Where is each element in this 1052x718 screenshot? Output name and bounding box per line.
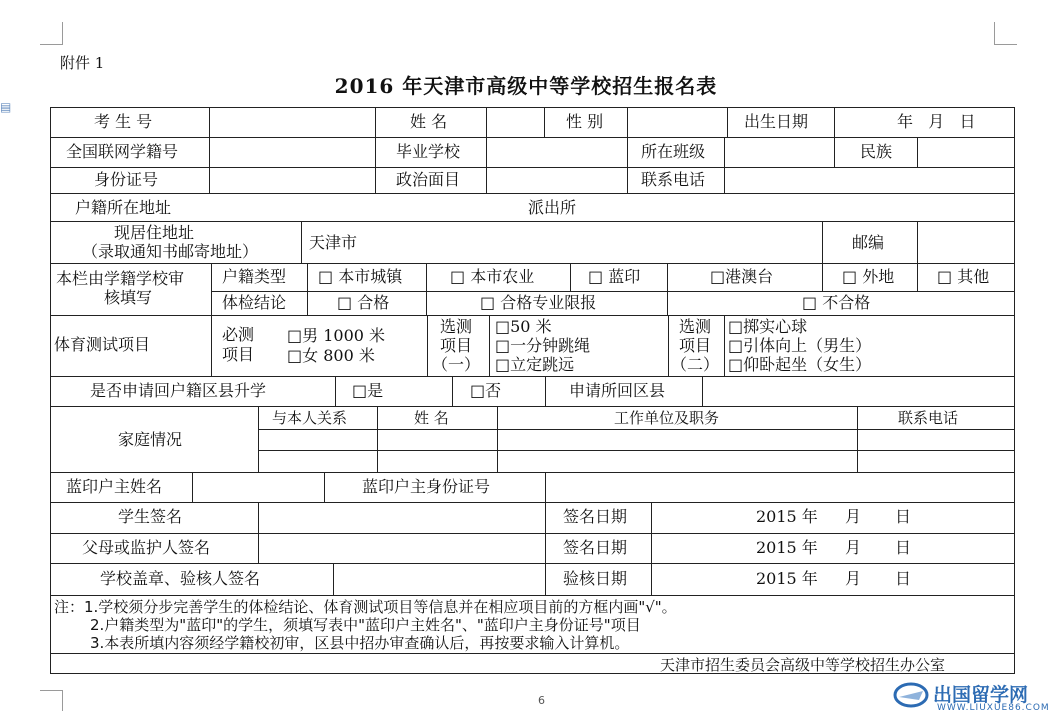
table-rule [834, 137, 835, 167]
table-rule [724, 315, 725, 376]
table-rule [375, 107, 376, 137]
hukou-blue-checkbox[interactable]: □ 蓝印 [588, 267, 641, 286]
family-relation-header: 与本人关系 [272, 409, 348, 427]
table-rule [627, 167, 628, 193]
table-rule [570, 263, 571, 291]
crop-mark-top-right [994, 22, 1017, 45]
table-rule [50, 563, 1015, 564]
birth-date-format: 年 月 日 [897, 112, 976, 131]
family-work-header: 工作单位及职务 [614, 409, 720, 427]
note-3: 3.本表所填内容须经学籍校初审，区县中招办审查确认后，再按要求输入计算机。 [90, 634, 630, 652]
check-date-label: 验核日期 [563, 569, 628, 588]
family-label: 家庭情况 [118, 430, 183, 449]
table-rule [486, 107, 487, 137]
table-rule [426, 291, 427, 315]
table-rule [702, 376, 703, 406]
family-phone-header: 联系电话 [898, 409, 959, 427]
table-rule [50, 533, 1015, 534]
table-rule [301, 221, 302, 263]
table-rule [324, 472, 325, 502]
page-number: 6 [538, 694, 545, 707]
health-fail-checkbox[interactable]: □ 不合格 [802, 293, 871, 312]
watermark-name: 出国留学网 [933, 684, 1029, 706]
family-name-header: 姓 名 [414, 409, 449, 427]
note-1: 注：1.学校须分步完善学生的体检结论、体育测试项目等信息并在相应项目前的方框内画"√"。 [54, 598, 677, 616]
table-rule [375, 167, 376, 193]
table-rule [50, 167, 1015, 168]
health-ok-checkbox[interactable]: □ 合格 [337, 293, 390, 312]
class-label: 所在班级 [641, 142, 706, 161]
table-rule [50, 221, 1015, 222]
student-sign-month: 月 [845, 507, 862, 526]
pe-optional1-label-line3: （一） [432, 355, 481, 374]
parent-sign-month: 月 [845, 538, 862, 557]
hukou-type-label: 户籍类型 [222, 267, 287, 286]
current-address-label: 现居住地址 [114, 223, 195, 242]
return-district-label: 申请所回区县 [569, 381, 666, 400]
hukou-rural-checkbox[interactable]: □ 本市农业 [450, 267, 535, 286]
table-rule [917, 137, 918, 167]
table-rule [258, 406, 259, 472]
police-station-label: 派出所 [528, 198, 577, 217]
check-month: 月 [845, 569, 862, 588]
table-rule [50, 137, 1015, 138]
table-rule [545, 472, 546, 502]
table-rule [917, 263, 918, 291]
parent-sign-year: 2015 年 [756, 538, 818, 557]
health-limited-checkbox[interactable]: □ 合格专业限报 [480, 293, 597, 312]
table-rule [427, 315, 428, 376]
table-rule [209, 137, 210, 167]
table-rule [545, 376, 546, 406]
table-rule [834, 107, 835, 137]
political-status-label: 政治面目 [396, 170, 461, 189]
table-rule [489, 315, 490, 376]
table-rule [209, 107, 210, 137]
table-rule [724, 167, 725, 193]
table-rule [50, 502, 1015, 503]
table-rule [50, 653, 1015, 654]
hukou-urban-checkbox[interactable]: □ 本市城镇 [318, 267, 403, 286]
parent-signature-label: 父母或监护人签名 [82, 538, 211, 557]
student-signature-label: 学生签名 [118, 507, 183, 526]
pe-female-800m-checkbox[interactable]: □女 800 米 [287, 346, 375, 365]
pe-optional1-label: 选测 [440, 317, 473, 336]
check-day: 日 [895, 569, 912, 588]
id-number-label: 身份证号 [94, 170, 159, 189]
table-rule [335, 376, 336, 406]
blue-owner-id-label: 蓝印户主身份证号 [362, 477, 491, 496]
table-rule [258, 502, 259, 563]
table-rule [667, 291, 668, 315]
table-rule [627, 107, 628, 137]
hukou-outside-checkbox[interactable]: □ 外地 [842, 267, 895, 286]
table-rule [727, 107, 728, 137]
pe-optional2-label-line2: 项目 [679, 336, 712, 355]
table-rule [50, 193, 1015, 194]
watermark-logo-icon [893, 680, 929, 710]
table-rule [209, 167, 210, 193]
pe-pull-up-checkbox[interactable]: □引体向上（男生） [728, 336, 872, 355]
exam-number-label: 考 生 号 [94, 112, 153, 131]
birth-date-label: 出生日期 [744, 112, 809, 131]
check-year: 2015 年 [756, 569, 818, 588]
table-rule [545, 502, 546, 595]
table-rule [724, 137, 725, 167]
pe-rope-skipping-checkbox[interactable]: □一分钟跳绳 [495, 336, 591, 355]
table-rule [544, 107, 545, 137]
pe-50m-checkbox[interactable]: □50 米 [495, 317, 552, 336]
table-rule [258, 429, 1015, 430]
blue-owner-name-label: 蓝印户主姓名 [66, 477, 163, 496]
pe-shot-put-checkbox[interactable]: □掷实心球 [728, 317, 808, 336]
table-rule [50, 406, 1015, 407]
contact-phone-label: 联系电话 [641, 170, 706, 189]
table-rule [651, 502, 652, 595]
table-rule [822, 221, 823, 263]
pe-test-label: 体育测试项目 [54, 335, 151, 354]
table-rule [258, 450, 1015, 451]
table-rule [452, 376, 453, 406]
table-rule [50, 315, 1015, 316]
table-rule [307, 263, 308, 315]
parent-sign-day: 日 [895, 538, 912, 557]
crop-mark-bottom-left [40, 690, 63, 711]
table-rule [211, 315, 212, 376]
health-check-label: 体检结论 [222, 293, 287, 312]
mailing-address-note: （录取通知书邮寄地址） [82, 242, 259, 261]
margin-anchor-icon: ▤ [0, 100, 12, 114]
crop-mark-top-left [40, 22, 63, 45]
table-rule [50, 263, 1015, 264]
hukou-address-label: 户籍所在地址 [75, 198, 172, 217]
table-rule [50, 376, 1015, 377]
school-fill-label: 本栏由学籍学校审 [56, 269, 185, 288]
return-question-label: 是否申请回户籍区县升学 [90, 381, 267, 400]
table-rule [667, 263, 668, 291]
city-value: 天津市 [309, 233, 358, 252]
table-rule [377, 406, 378, 472]
table-rule [627, 137, 628, 167]
parent-sign-date-label: 签名日期 [563, 538, 628, 557]
table-rule [822, 263, 823, 291]
watermark [893, 678, 1050, 714]
pe-male-1000m-checkbox[interactable]: □男 1000 米 [287, 326, 386, 345]
table-rule [211, 263, 212, 315]
gender-label: 性 别 [566, 112, 604, 131]
attachment-label: 附件 1 [60, 54, 105, 72]
pe-sit-up-checkbox[interactable]: □仰卧起坐（女生） [728, 355, 872, 374]
table-rule [50, 595, 1015, 596]
table-rule [857, 406, 858, 472]
hukou-hk-checkbox[interactable]: □港澳台 [710, 267, 774, 286]
note-2: 2.户籍类型为"蓝印"的学生，须填写表中"蓝印户主姓名"、"蓝印户主身份证号"项目 [90, 616, 641, 634]
return-no-checkbox[interactable]: □否 [470, 381, 502, 400]
graduate-school-label: 毕业学校 [396, 142, 461, 161]
pe-required-label: 必测 [222, 325, 255, 344]
pe-optional2-label: 选测 [679, 317, 712, 336]
table-rule [192, 472, 193, 502]
table-rule [917, 221, 918, 263]
table-rule [486, 167, 487, 193]
student-id-label: 全国联网学籍号 [66, 142, 179, 161]
pe-optional2-label-line3: （二） [671, 355, 720, 374]
table-rule [333, 563, 334, 595]
ethnic-label: 民族 [860, 142, 893, 161]
pe-required-label-line2: 项目 [222, 345, 255, 364]
return-yes-checkbox[interactable]: □是 [352, 381, 384, 400]
student-sign-year: 2015 年 [756, 507, 818, 526]
page-title: 2016 年天津市高级中等学校招生报名表 [334, 74, 718, 98]
table-rule [426, 263, 427, 291]
hukou-other-checkbox[interactable]: □ 其他 [937, 267, 990, 286]
table-rule [497, 406, 498, 472]
school-stamp-label: 学校盖章、验核人签名 [100, 569, 261, 588]
table-rule [50, 472, 1015, 473]
pe-long-jump-checkbox[interactable]: □立定跳远 [495, 355, 575, 374]
watermark-url: WWW.LIUXUE86.COM [937, 703, 1050, 713]
school-fill-label-line2: 核填写 [104, 288, 153, 307]
sign-date-label: 签名日期 [563, 507, 628, 526]
table-rule [486, 137, 487, 167]
table-rule [375, 137, 376, 167]
issuing-office: 天津市招生委员会高级中等学校招生办公室 [660, 656, 946, 674]
student-sign-day: 日 [895, 507, 912, 526]
pe-optional1-label-line2: 项目 [440, 336, 473, 355]
name-label: 姓 名 [410, 112, 448, 131]
table-rule [211, 291, 1015, 292]
table-rule [668, 315, 669, 376]
postcode-label: 邮编 [852, 233, 885, 252]
